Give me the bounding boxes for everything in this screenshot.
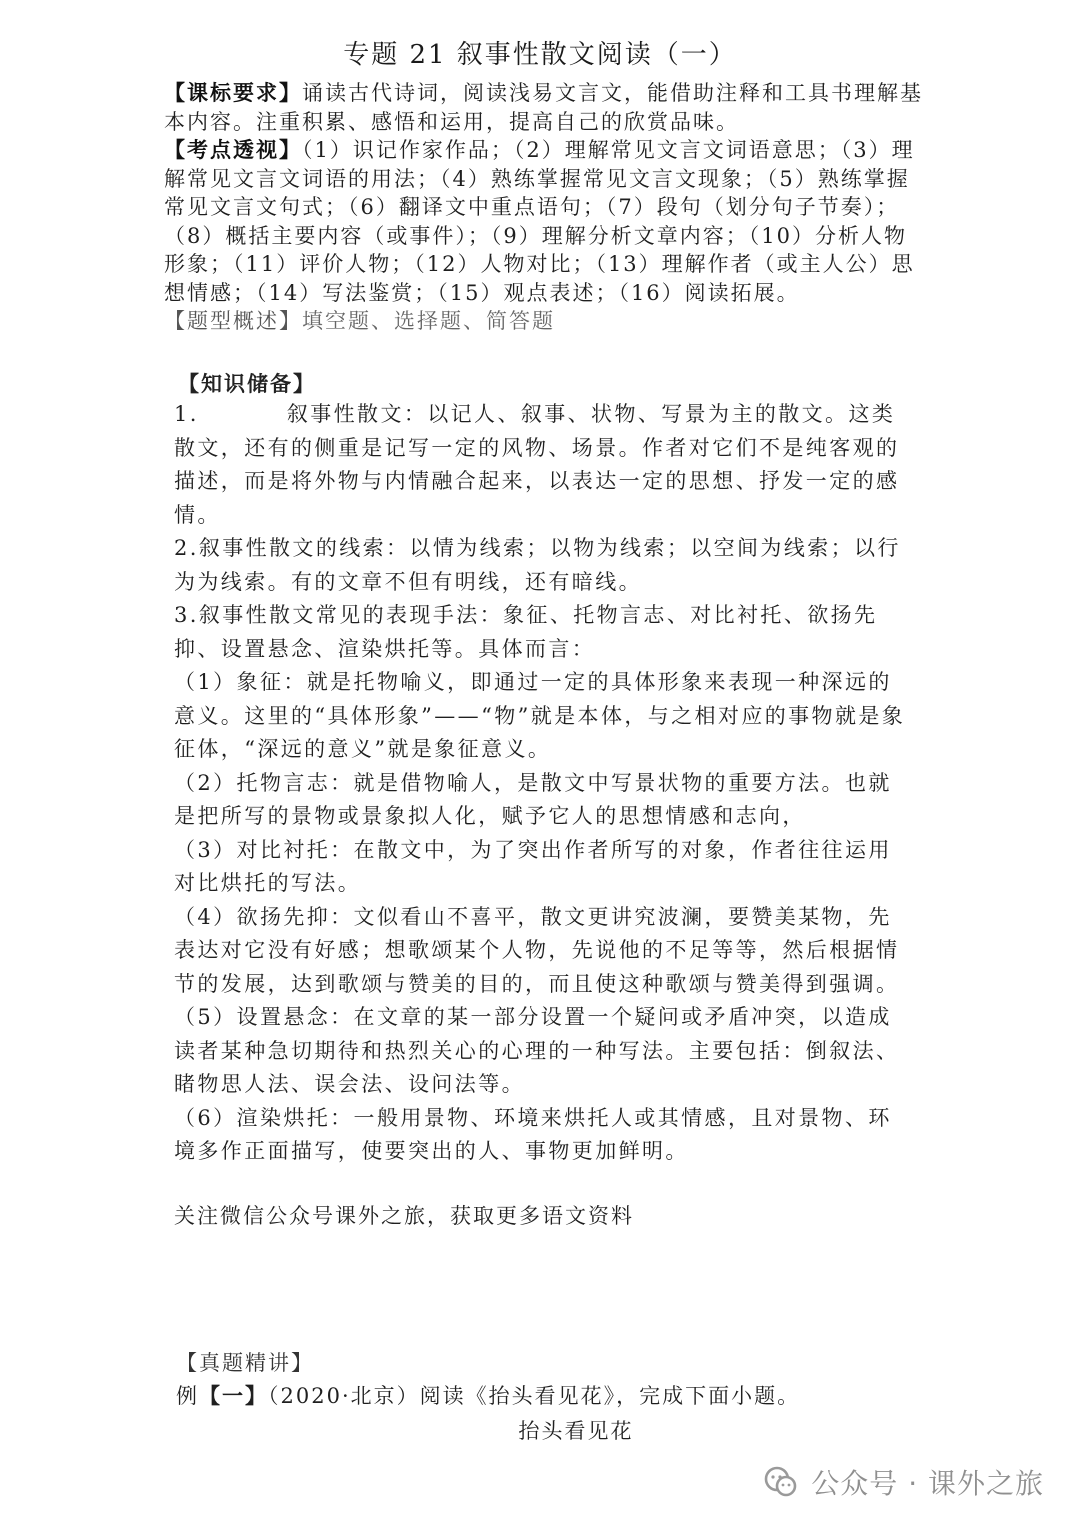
example-text: （2020·北京）阅读《抬头看见花》，完成下面小题。 — [268, 1384, 801, 1408]
technique-suppress-then-praise: （4）欲扬先抑：文似看山不喜平，散文更讲究波澜，要赞美某物，先表达对它没有好感；想歌颂某个人物，先说他的不足等等，然后根据情节的发展，达到歌颂与赞美的目的，而且使这种歌颂与赞美得到强调。 — [174, 904, 900, 996]
example-line — [176, 1380, 800, 1410]
intro-section — [164, 79, 924, 336]
knowledge-item-3: 3.叙事性散文常见的表现手法：象征、托物言志、对比衬托、欲扬先抑、设置悬念、渲染烘托等。具体而言： — [174, 603, 878, 661]
knowledge-heading: 【知识储备】 — [178, 371, 316, 396]
story-title: 抬头看见花 — [518, 1419, 634, 1443]
technique-metaphor: （2）托物言志：就是借物喻人，是散文中写景状物的重要方法。也就是把所写的景物或景象拟人化，赋予它人的思想情感和志向， — [174, 770, 892, 828]
technique-symbolism: （1）象征：就是托物喻义，即通过一定的具体形象来表现一种深远的意义。这里的“具体形象”——“物”就是本体，与之相对应的事物就是象征体，“深远的意义”就是象征意义。 — [174, 670, 906, 761]
knowledge-item-1-number: 1. — [174, 402, 199, 426]
curriculum-text: 诵读古代诗词，阅读浅易文言文，能借助注释和工具书理解基本内容。注重积累、感悟和运用，提高自己的欣赏品味。 — [164, 81, 923, 134]
watermark-text: 公众号 · 课外之旅 — [811, 1467, 1044, 1500]
wechat-official-account-icon — [761, 1462, 801, 1502]
technique-suspense: （5）设置悬念：在文章的某一部分设置一个疑问或矛盾冲突，以造成读者某种急切期待和热烈关心的心理的一种写法。主要包括：倒叙法、睹物思人法、误会法、设问法等。 — [174, 1005, 900, 1096]
question-types-text: 填空题、选择题、简答题 — [302, 309, 555, 333]
knowledge-item-1-text: 叙事性散文：以记人、叙事、状物、写景为主的散文。这类散文，还有的侧重是记写一定的风物、场景。作者对它们不是纯客观的描述，而是将外物与内情融合起来，以表达一定的思想、抒发一定的感情。 — [174, 402, 900, 527]
example-tag: 【一】 — [199, 1383, 268, 1408]
page-title: 专题 21 叙事性散文阅读（一） — [343, 40, 737, 70]
exam-points-text: （1）识记作家作品；（2）理解常见文言文词语意思；（3）理解常见文言文词语的用法；（4）熟练掌握常见文言文现象；（5）熟练掌握常见文言文句式；（6）翻译文中重点语句；（7）段句（划分句子节奏）；（8）概括主要内容（或事件）；（9）理解分析文章内容；（10）分析人物形象；（11）评价人物；（12）人物对比；（13）理解作者（或主人公）思想情感；（14）写法鉴赏；（15）观点表述；（16）阅读拓展。 — [164, 138, 915, 305]
curriculum-tag: 【课标要求】 — [164, 80, 302, 105]
example-prefix: 例 — [176, 1384, 199, 1408]
technique-contrast: （3）对比衬托：在散文中，为了突出作者所写的对象，作者往往运用对比烘托的写法。 — [174, 837, 892, 895]
follow-note: 关注微信公众号课外之旅，获取更多语文资料 — [174, 1204, 634, 1228]
exam-points-tag: 【考点透视】 — [164, 137, 302, 162]
knowledge-section — [174, 398, 914, 1169]
knowledge-item-2: 2.叙事性散文的线索：以情为线索；以物为线索；以空间为线索；以行为为线索。有的文章不但有明线，还有暗线。 — [174, 536, 901, 594]
question-types-tag: 【题型概述】 — [164, 309, 302, 333]
zhenti-heading: 【真题精讲】 — [176, 1351, 314, 1375]
technique-rendering: （6）渲染烘托：一般用景物、环境来烘托人或其情感，且对景物、环境多作正面描写，使要突出的人、事物更加鲜明。 — [174, 1105, 892, 1163]
wechat-watermark — [761, 1462, 1044, 1502]
knowledge-item-1 — [174, 398, 914, 532]
